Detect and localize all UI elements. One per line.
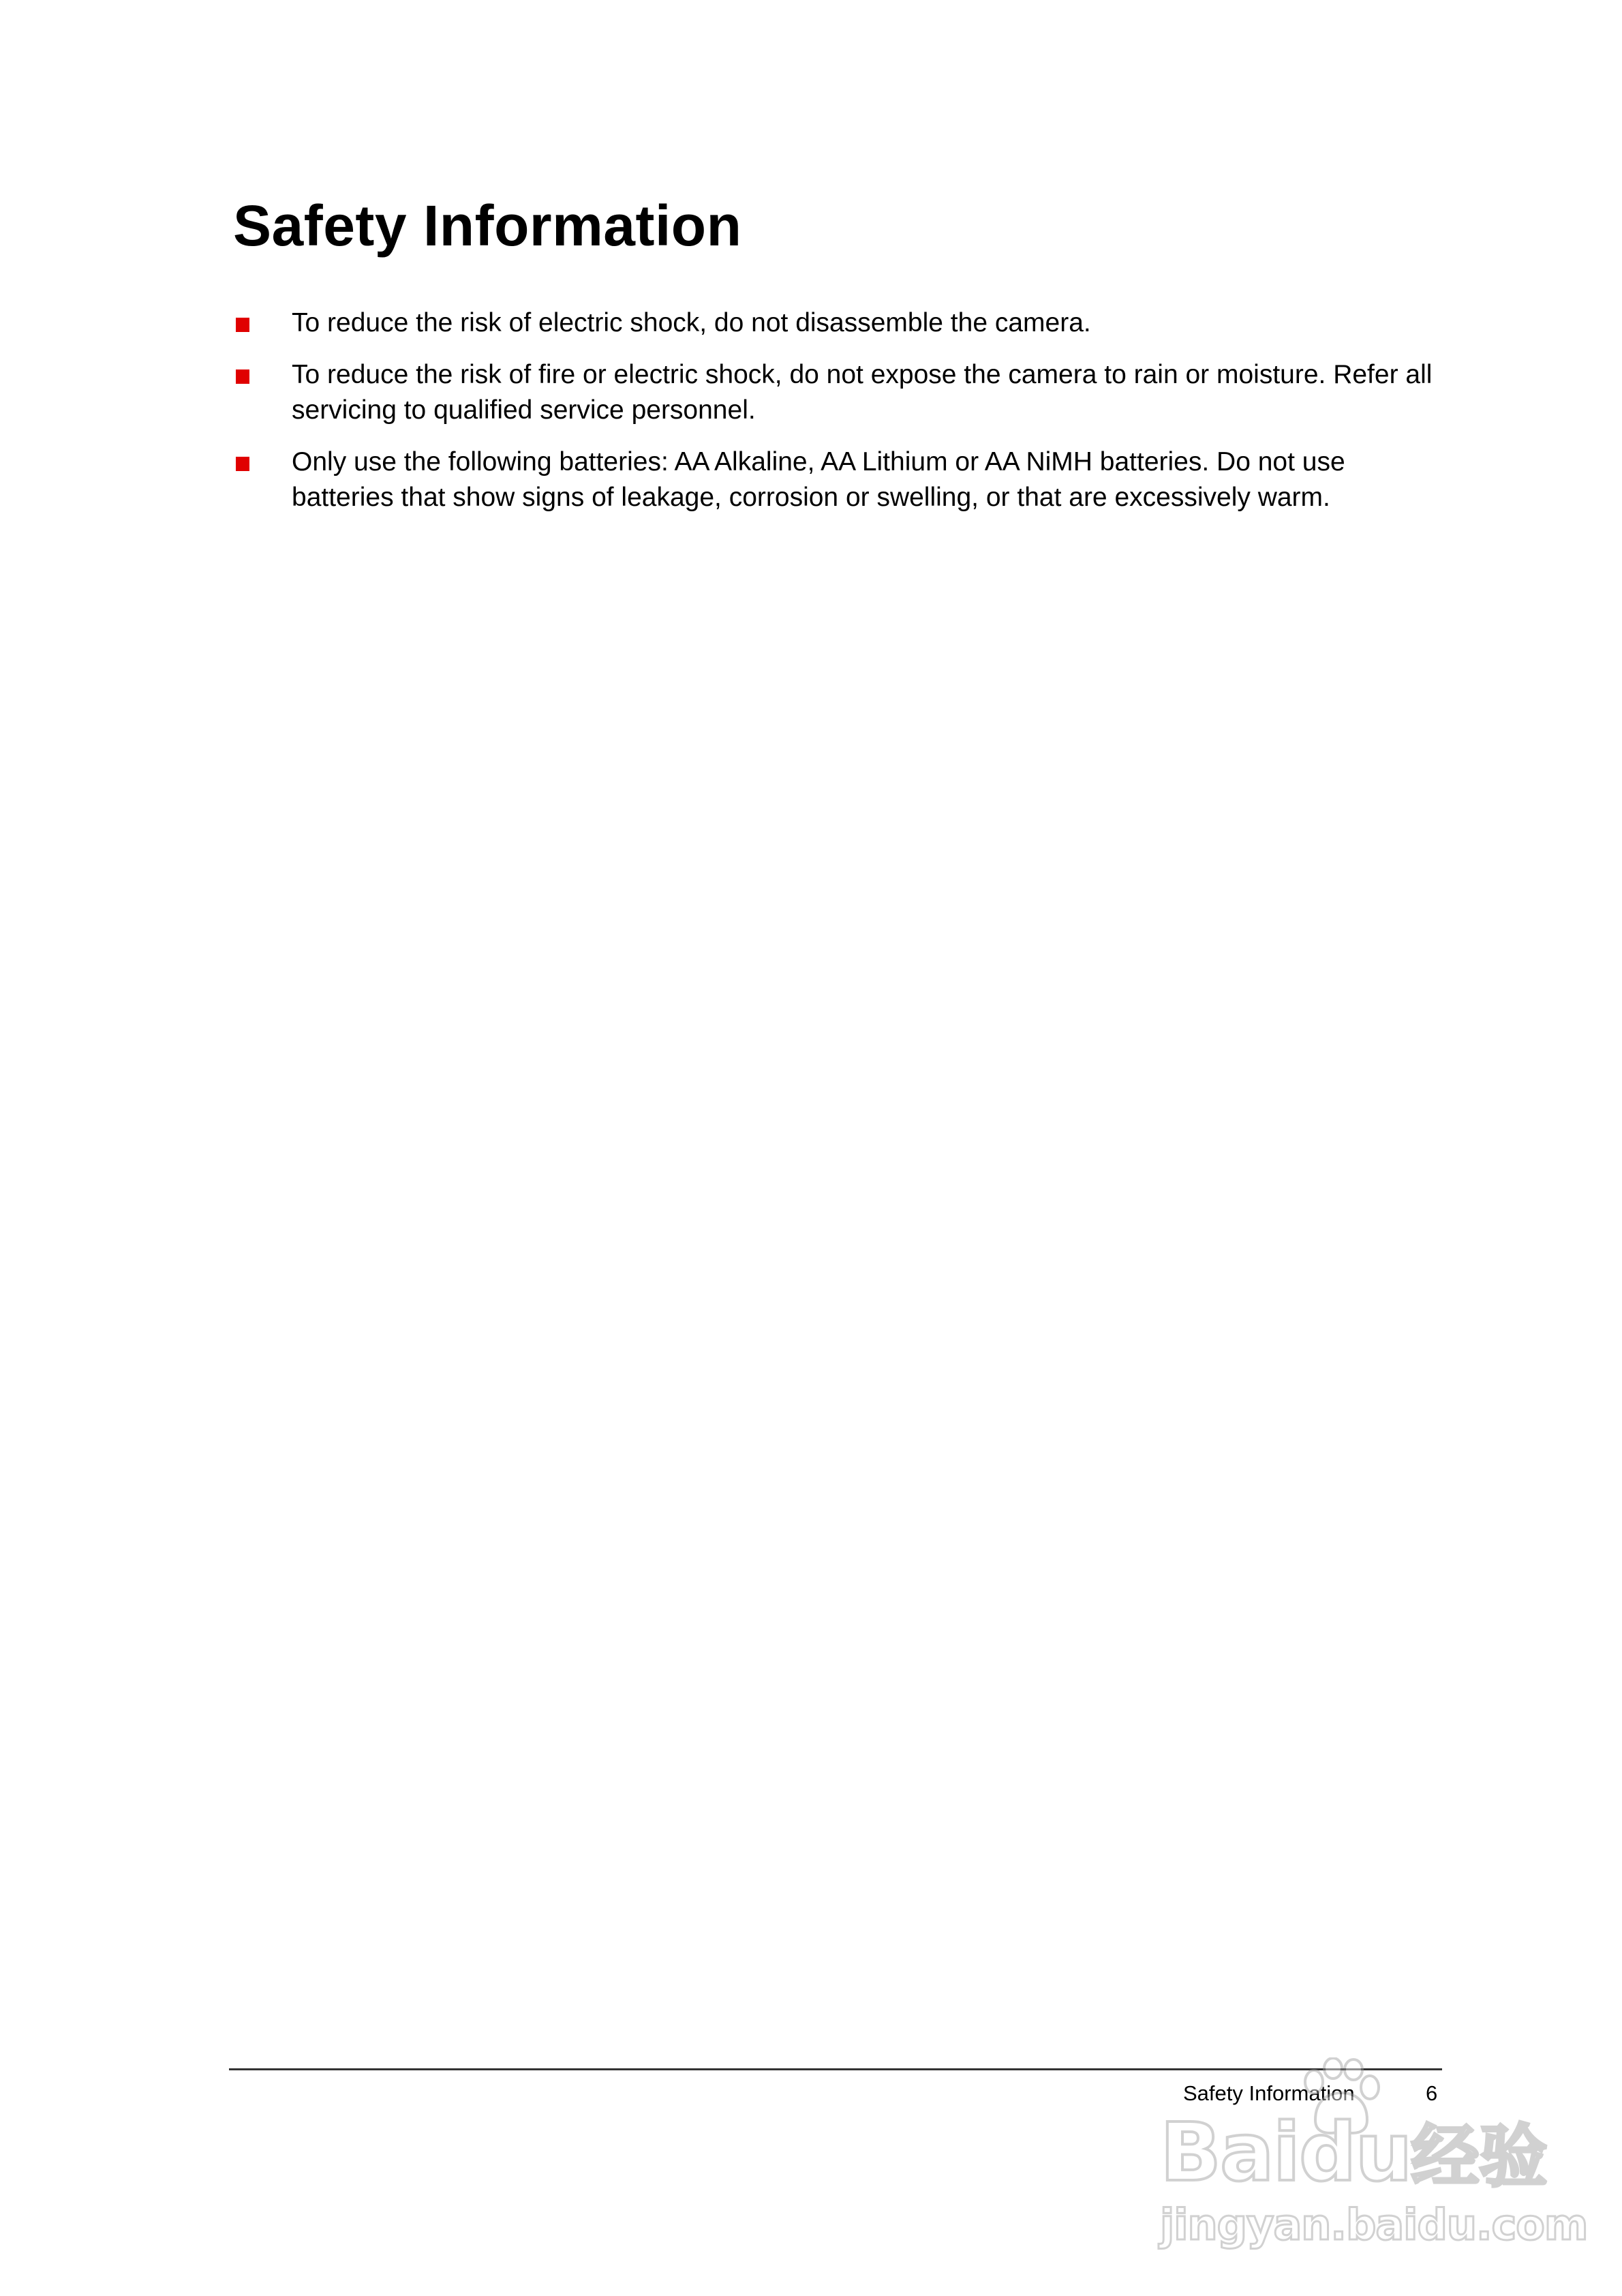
footer-page-number: 6 <box>1426 2081 1438 2105</box>
watermark-brand-du: du <box>1299 2105 1411 2199</box>
bullet-item <box>233 357 1446 428</box>
red-square-bullet-icon <box>236 369 249 384</box>
bullet-text: To reduce the risk of electric shock, do not disassemble the camera. <box>292 308 1091 337</box>
bullet-item <box>233 444 1446 515</box>
red-square-bullet-icon <box>236 457 249 471</box>
watermark-brand <box>1160 2105 1548 2201</box>
bullet-text: Only use the following batteries: AA Alkaline, AA Lithium or AA NiMH batteries. Do not use batteries that show signs of leakage, corrosion or swelling, or that are excessively warm. <box>292 447 1345 512</box>
page-title: Safety Information <box>233 194 742 258</box>
watermark-url: jingyan.baidu.com <box>1160 2200 1588 2250</box>
bullet-text: To reduce the risk of fire or electric shock, do not expose the camera to rain or moisture. Refer all servicing to qualified service personnel. <box>292 360 1433 425</box>
bullet-item <box>233 305 1446 341</box>
watermark-brand-cn: 经验 <box>1411 2117 1548 2196</box>
baidu-jingyan-watermark <box>1152 2057 1588 2262</box>
safety-bullet-list <box>233 305 1446 532</box>
footer-section-title: Safety Information <box>1183 2081 1355 2105</box>
watermark-brand-latin: Bai <box>1160 2105 1300 2199</box>
red-square-bullet-icon <box>236 318 249 332</box>
